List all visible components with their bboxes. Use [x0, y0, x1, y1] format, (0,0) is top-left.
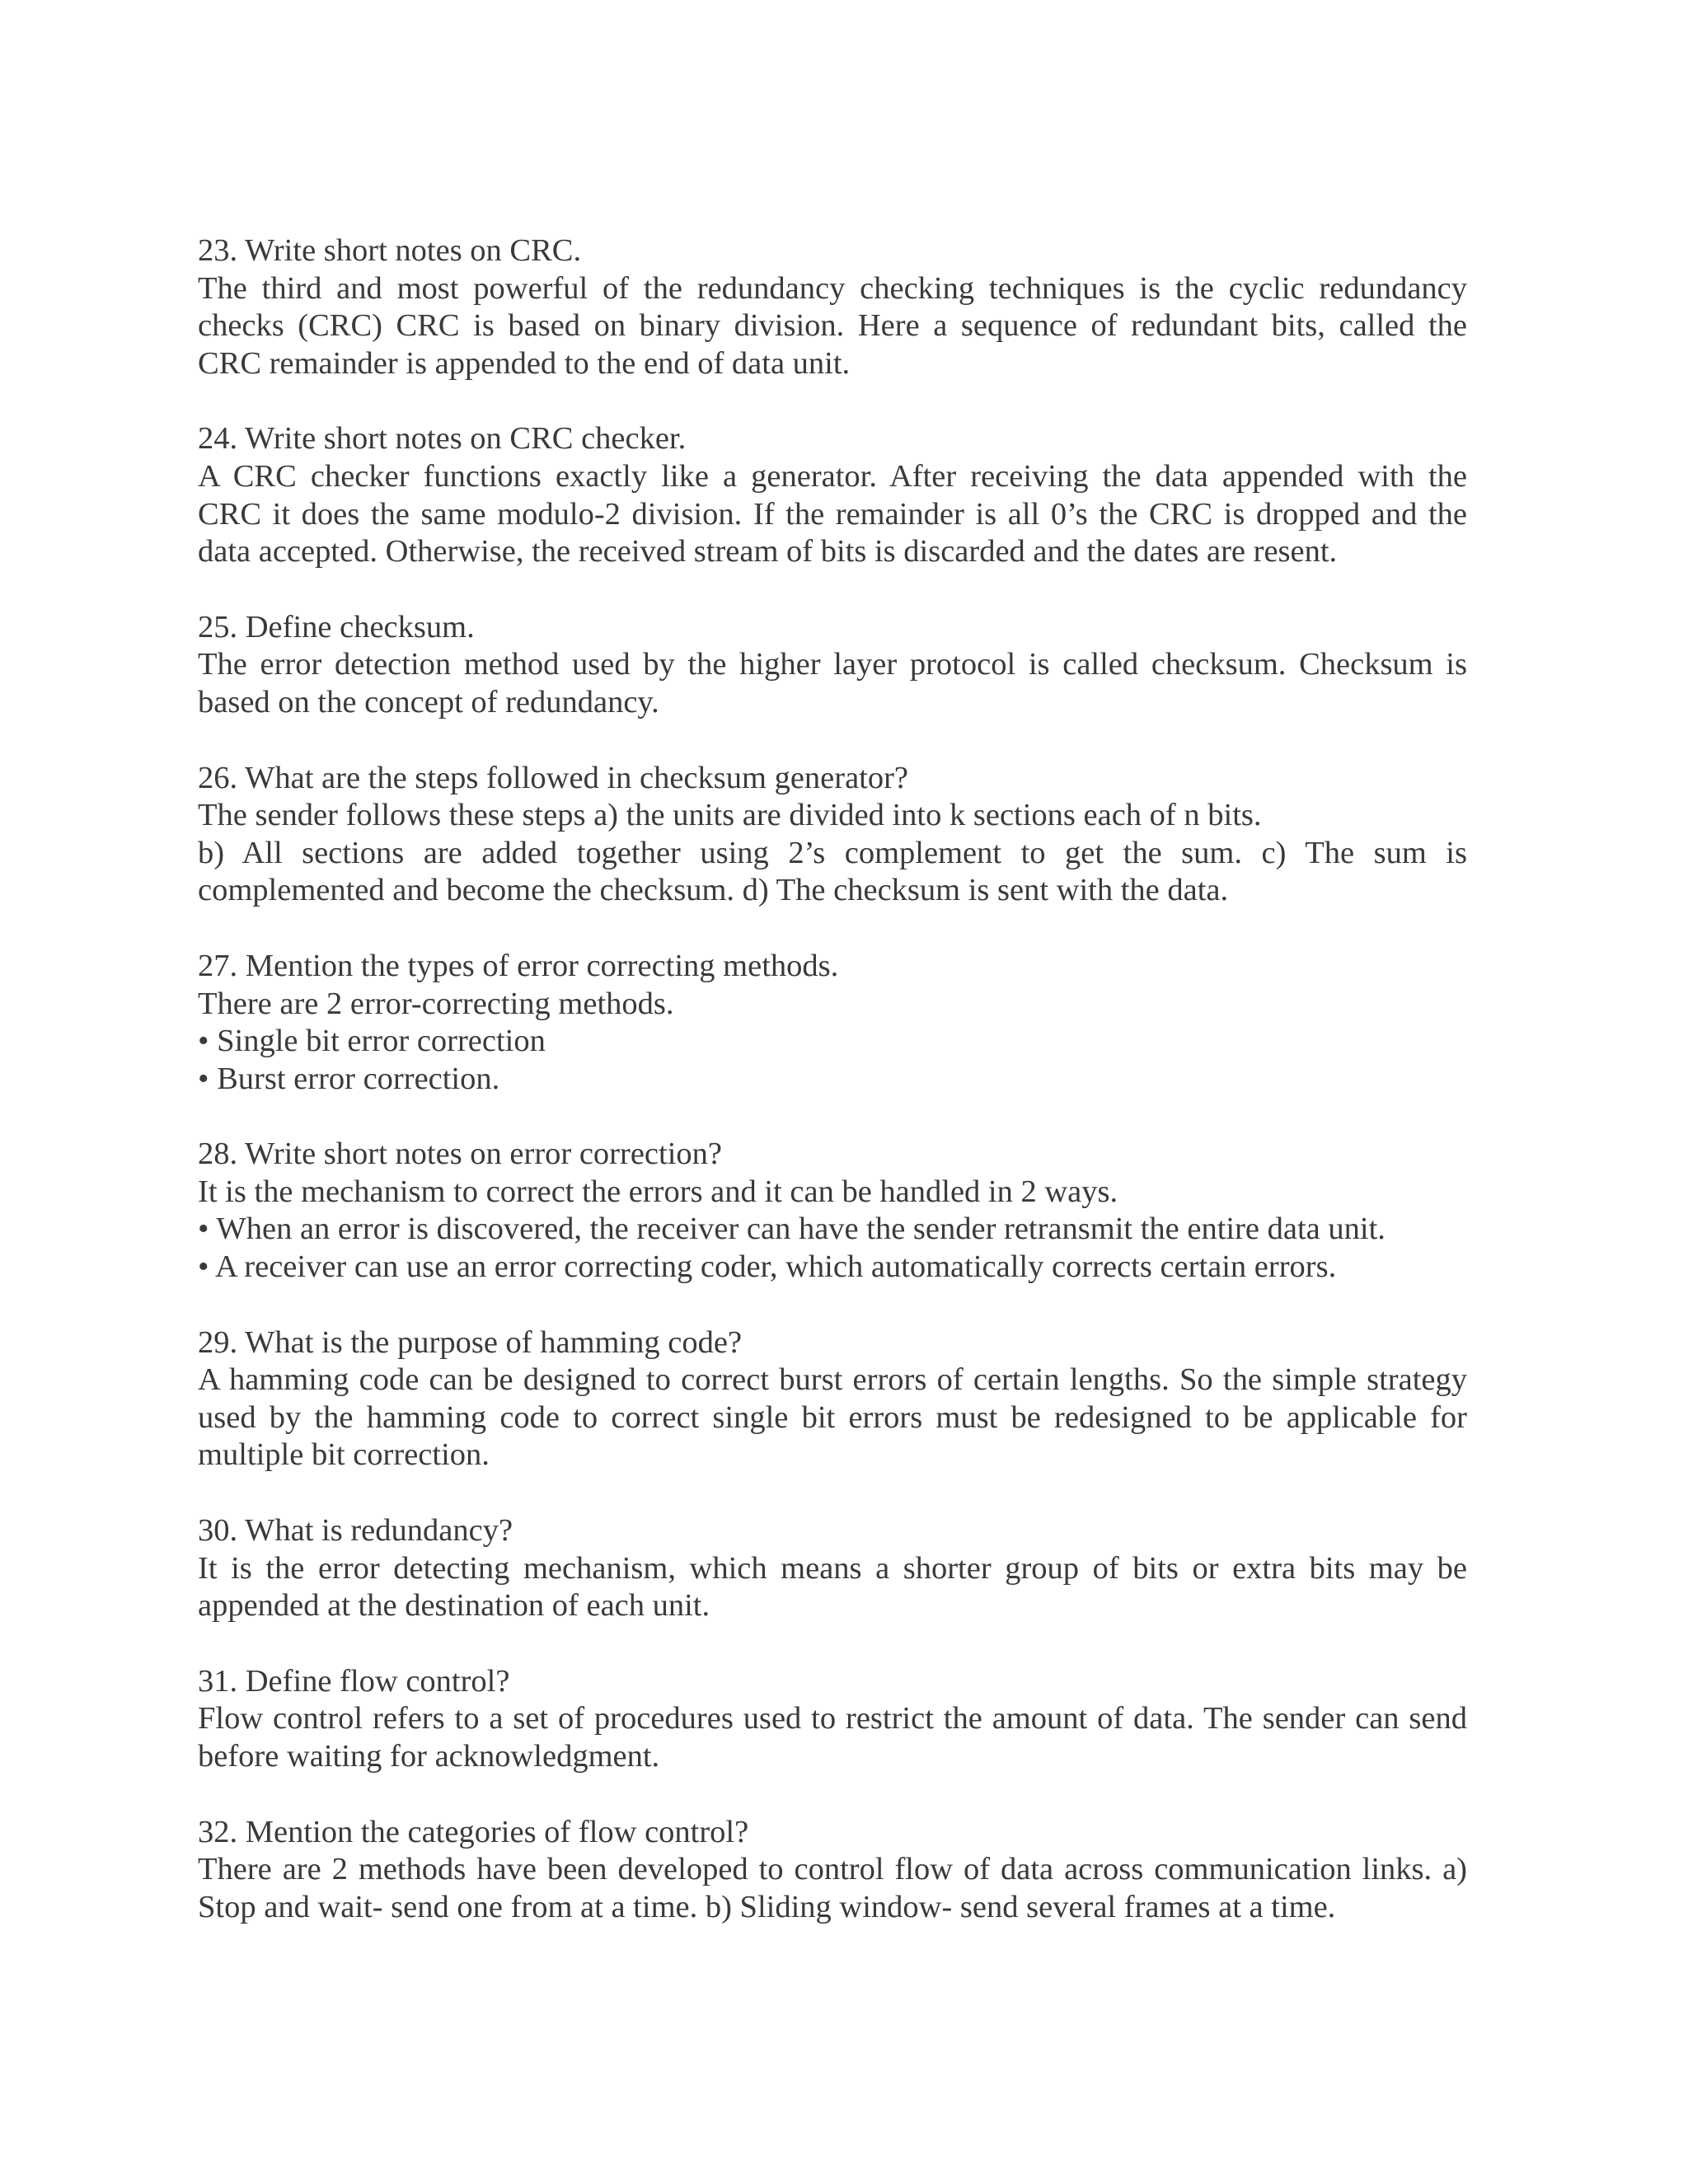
question-25	[198, 609, 1467, 722]
answer-line: It is the error detecting mechanism, which means a shorter group of bits or extra bits may be	[198, 1550, 1467, 1586]
bullet-item: • A receiver can use an error correcting coder, which automatically corrects certain errors.	[198, 1249, 1337, 1285]
question-title: 32. Mention the categories of flow control?	[198, 1814, 749, 1849]
question-24	[198, 420, 1467, 570]
question-30	[198, 1512, 1467, 1625]
question-title: 26. What are the steps followed in checksum generator?	[198, 760, 909, 795]
answer-line: appended at the destination of each unit.	[198, 1588, 710, 1624]
question-title: 27. Mention the types of error correcting methods.	[198, 948, 839, 983]
answer-line: Flow control refers to a set of procedures used to restrict the amount of data. The sender can send	[198, 1701, 1467, 1736]
answer-line: It is the mechanism to correct the errors and it can be handled in 2 ways.	[198, 1174, 1118, 1209]
question-title: 29. What is the purpose of hamming code?	[198, 1324, 743, 1360]
answer-line: data accepted. Otherwise, the received stream of bits is discarded and the dates are resent.	[198, 534, 1338, 569]
answer-line: CRC remainder is appended to the end of data unit.	[198, 345, 851, 381]
question-31	[198, 1663, 1467, 1776]
answer-line: checks (CRC) CRC is based on binary division. Here a sequence of redundant bits, called the	[198, 308, 1467, 344]
answer-line: There are 2 methods have been developed to control flow of data across communication links. a)	[198, 1852, 1467, 1887]
bullet-item: • When an error is discovered, the receiver can have the sender retransmit the entire data unit.	[198, 1212, 1386, 1247]
answer-line: b) All sections are added together using 2’s complement to get the sum. c) The sum is	[198, 835, 1467, 870]
answer-line: used by the hamming code to correct single bit errors must be redesigned to be applicable for	[198, 1399, 1467, 1435]
answer-line: multiple bit correction.	[198, 1437, 490, 1473]
answer-line: A CRC checker functions exactly like a generator. After receiving the data appended with the	[198, 458, 1467, 494]
question-title: 28. Write short notes on error correction?	[198, 1137, 722, 1172]
question-28	[198, 1136, 1467, 1286]
answer-line: CRC it does the same modulo-2 division. If the remainder is all 0’s the CRC is dropped and the	[198, 496, 1467, 532]
answer-line: A hamming code can be designed to correct burst errors of certain lengths. So the simple strategy	[198, 1362, 1467, 1398]
answer-line: Stop and wait- send one from at a time. b) Sliding window- send several frames at a time.	[198, 1889, 1336, 1924]
question-27	[198, 948, 1467, 1098]
question-32	[198, 1814, 1467, 1927]
answer-line: before waiting for acknowledgment.	[198, 1739, 660, 1774]
question-26	[198, 760, 1467, 910]
answer-line: based on the concept of redundancy.	[198, 684, 659, 719]
bullet-item: • Burst error correction.	[198, 1061, 500, 1096]
answer-line: The third and most powerful of the redundancy checking techniques is the cyclic redundancy	[198, 270, 1467, 306]
question-title: 30. What is redundancy?	[198, 1513, 513, 1549]
question-title: 24. Write short notes on CRC checker.	[198, 421, 687, 457]
bullet-item: • Single bit error correction	[198, 1024, 546, 1059]
question-title: 23. Write short notes on CRC.	[198, 233, 582, 268]
question-23	[198, 232, 1467, 382]
answer-line: The sender follows these steps a) the units are divided into k sections each of n bits.	[198, 798, 1262, 833]
answer-line: There are 2 error-correcting methods.	[198, 986, 674, 1021]
question-title: 31. Define flow control?	[198, 1663, 510, 1699]
answer-line: complemented and become the checksum. d) The checksum is sent with the data.	[198, 873, 1229, 908]
question-title: 25. Define checksum.	[198, 609, 475, 644]
question-29	[198, 1324, 1467, 1474]
answer-line: The error detection method used by the higher layer protocol is called checksum. Checksum is	[198, 647, 1467, 682]
document-page	[198, 232, 1467, 1926]
